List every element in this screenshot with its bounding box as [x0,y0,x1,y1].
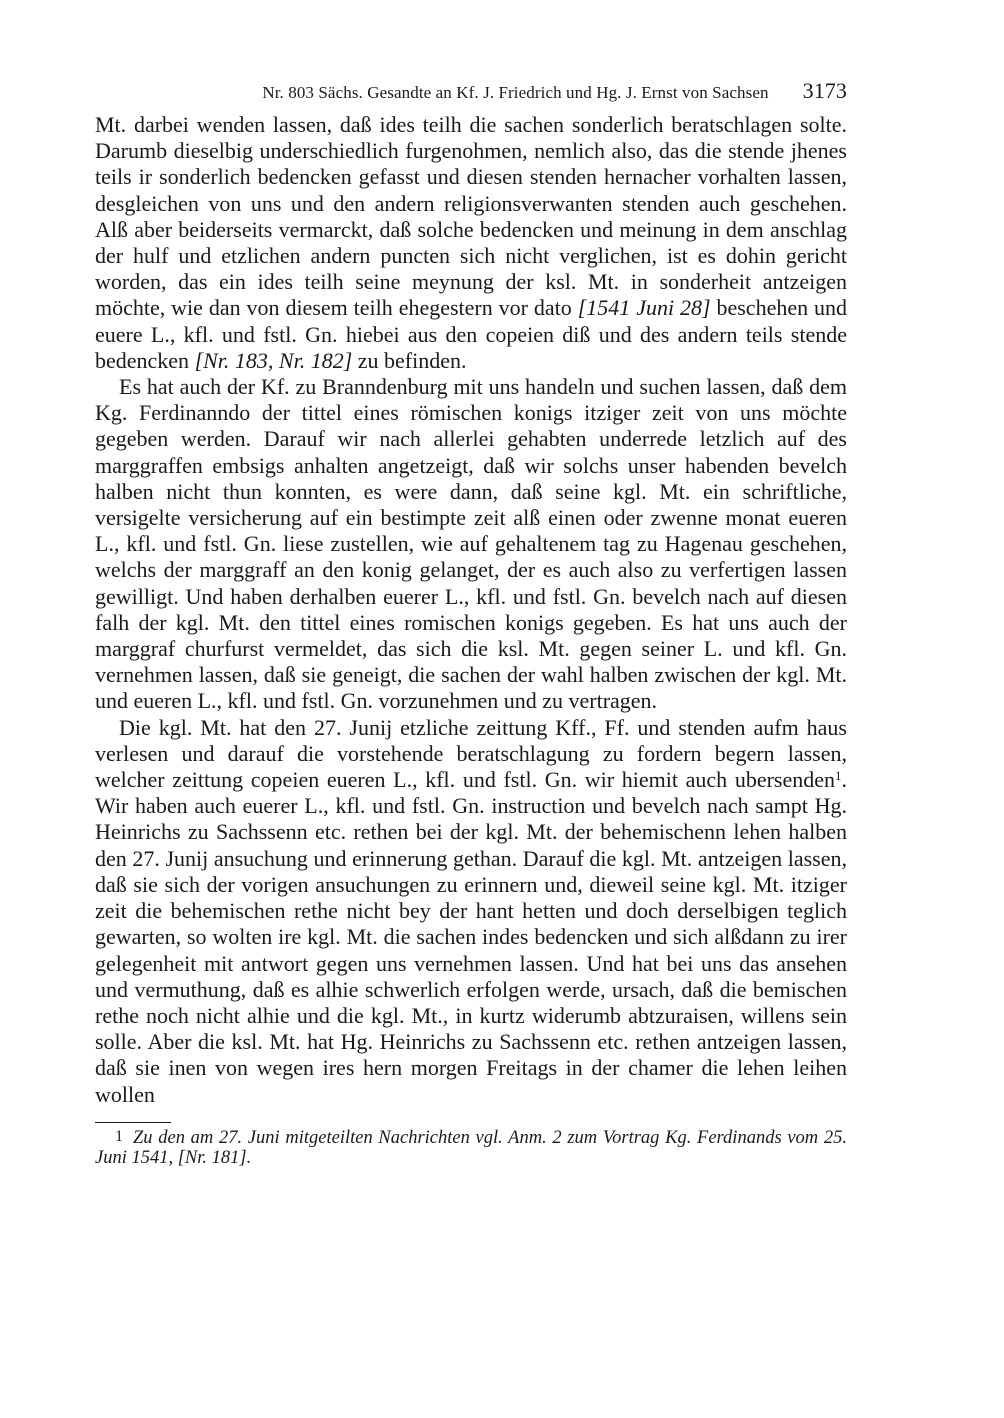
footnote-number: 1 [115,1127,123,1145]
paragraph [95,112,847,374]
paragraph-text: Mt. darbei wenden lassen, daß ides teilh die sachen sonderlich beratschlagen solte. Darumb dieselbig underschiedlich furgenohmen, nemlich also, das die stende jhenes teils ir sonderlich bedencken gefasst und diesen stenden hernacher vorhalten lassen, desgleichen von uns und den andern religionsverwanten stenden auch geschehen. Alß aber beiderseits vermarckt, daß solche bedencken und meinung in dem anschlag der hulf und etzlichen andern puncten sich nicht verglichen, ist es dohin gericht worden, das ein ides teilh seine meynung der ksl. Mt. in sonderheit antzeigen möchte, wie dan von diesem teilh ehegestern vor dato [95,112,847,321]
footnote-reference[interactable]: 1 [835,768,842,784]
running-head-title: Nr. 803 Sächs. Gesandte an Kf. J. Friedrich und Hg. J. Ernst von Sachsen [262,83,769,102]
paragraph [95,374,847,715]
paragraph-text: beschehen und euere L., kfl. und fstl. Gn. hiebei aus den copeien diß und des andern teils stende bedencken [95,295,848,373]
paragraph-text: . Wir haben auch euerer L., kfl. und fstl. Gn. instruction und bevelch nach sampt Hg. Heinrichs zu Sachssenn etc. rethen bei der kgl. Mt. der behemischenn lehen halben den 27. Junij ansuchung und erinnerung gethan. Darauf die kgl. Mt. antzeigen lassen, daß sie sich der vorigen ansuchungen zu erinnern und, dieweil seine kgl. Mt. itziger zeit die behemischen rethe nicht bey der hant hetten und doch derselbigen teglich gewarten, so wolten ire kgl. Mt. die sachen indes bedencken und sich alßdann zu irer gelegenheit mit antwort gegen uns vernehmen lassen. Und hat bei uns das ansehen und vermuthung, daß es alhie schwerlich erfolgen werde, ursach, daß die bemischen rethe noch nicht alhie und die kgl. Mt., in kurtz widerumb abtzuraisen, willens sein solle. Aber die ksl. Mt. hat Hg. Heinrichs zu Sachssenn etc. rethen antzeigen lassen, daß sie inen von wegen ires hern morgen Freitags in der chamer die lehen leihen wollen [95,767,847,1107]
document-page [95,78,847,1168]
editorial-reference: [1541 Juni 28] [577,295,711,321]
page-number: 3173 [802,78,847,103]
paragraph-text: zu befinden. [352,347,467,373]
paragraph-text: Die kgl. Mt. hat den 27. Junij etzliche zeittung Kff., Ff. und stenden aufm haus verlesen und darauf die vorstehende beratschlagung zu fordern begern lassen, welcher zeittung copeien eueren L., kfl. und fstl. Gn. wir hiemit auch ubersenden [95,714,847,793]
paragraph [95,715,847,1108]
footnote [95,1127,847,1168]
footnote-text: Zu den am 27. Juni mitgeteilten Nachrichten vgl. Anm. 2 zum Vortrag Kg. Ferdinands vom 25. Juni 1541, [Nr. 181]. [95,1127,847,1168]
footnote-divider [95,1122,171,1123]
editorial-reference: [Nr. 183, Nr. 182] [194,347,353,373]
paragraph-text: Es hat auch der Kf. zu Branndenburg mit uns handeln und suchen lassen, daß dem Kg. Ferdinanndo der tittel eines römischen konigs itziger zeit von uns möchte gegeben werden. Darauf wir nach allerlei gehabten underrede letzlich auf des marggraffen embsigs anhalten angetzeigt, daß wir solchs unser habenden bevelch halben nicht thun konnten, es were dann, daß seine kgl. Mt. ein schriftliche, versigelte versicherung auf ein bestimpte zeit alß einen oder zwenne monat eueren L., kfl. und fstl. Gn. liese zustellen, wie auf gehaltenem tag zu Hagenau geschehen, welchs der marggraff an den konig gelanget, der es auch also zu verfertigen lassen gewilligt. Und haben derhalben euerer L., kfl. und fstl. Gn. bevelch nach auf diesen falh der kgl. Mt. den tittel eines romischen konigs gegeben. Es hat uns auch der marggraf churfurst vermeldet, das sich die ksl. Mt. gegen seiner L. und kfl. Gn. vernehmen lassen, daß sie geneigt, die sachen der wahl halben zwischen der kgl. Mt. und eueren L., kfl. und fstl. Gn. vorzunehmen und zu vertragen. [95,374,847,714]
body-text [95,112,847,1108]
running-head [95,78,847,112]
